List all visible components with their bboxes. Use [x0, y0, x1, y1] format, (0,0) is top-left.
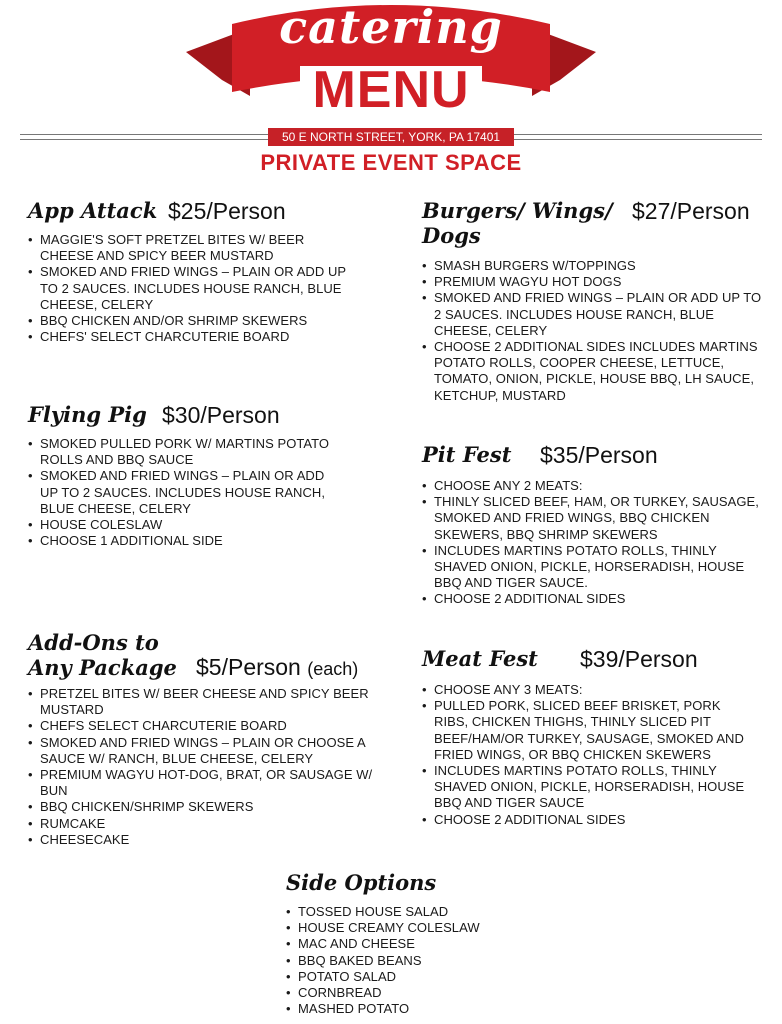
- section-pit-fest: [422, 442, 767, 608]
- list-item: • SMOKED AND FRIED WINGS – PLAIN OR ADD UP TO 2 SAUCES. INCLUDES HOUSE RANCH, BLUE CHEESE, CELERY: [28, 468, 338, 517]
- list-item: • CHEFS SELECT CHARCUTERIE BOARD: [28, 718, 373, 734]
- list-item: • SMOKED AND FRIED WINGS – PLAIN OR ADD UP TO 2 SAUCES. INCLUDES HOUSE RANCH, BLUE CHEESE, CELERY: [28, 264, 348, 313]
- list-item: • CHOOSE 1 ADDITIONAL SIDE: [28, 533, 338, 549]
- price-suffix: (each): [307, 659, 359, 679]
- section-flying-pig: [28, 402, 338, 549]
- list-item: • PREMIUM WAGYU HOT-DOG, BRAT, OR SAUSAGE W/ BUN: [28, 767, 373, 799]
- list-item: • MASHED POTATO: [286, 1001, 526, 1017]
- list-item: • CHOOSE 2 ADDITIONAL SIDES: [422, 812, 747, 828]
- price-value: $5/Person: [196, 654, 301, 680]
- item-list: [28, 686, 373, 848]
- divider-right-1: [514, 134, 762, 135]
- catering-script-title: catering: [279, 0, 503, 54]
- section-title: App Attack: [28, 198, 158, 223]
- section-title: Meat Fest: [422, 646, 538, 671]
- section-burgers-wings-dogs: [422, 198, 767, 404]
- list-item: • BBQ CHICKEN AND/OR SHRIMP SKEWERS: [28, 313, 348, 329]
- list-item: • THINLY SLICED BEEF, HAM, OR TURKEY, SAUSAGE, SMOKED AND FRIED WINGS, BBQ CHICKEN SKEWERS, BBQ SHRIMP SKEWERS: [422, 494, 767, 543]
- list-item: • CHOOSE 2 ADDITIONAL SIDES INCLUDES MARTINS POTATO ROLLS, COOPER CHEESE, LETTUCE, TOMATO, ONION, PICKLE, HOUSE BBQ, LH SAUCE, KETCHUP, MUSTARD: [422, 339, 767, 404]
- list-item: • CHOOSE ANY 3 MEATS:: [422, 682, 747, 698]
- list-item: • CHOOSE 2 ADDITIONAL SIDES: [422, 591, 767, 607]
- header-banner: [0, 0, 782, 180]
- list-item: • PRETZEL BITES W/ BEER CHEESE AND SPICY BEER MUSTARD: [28, 686, 373, 718]
- list-item: • PULLED PORK, SLICED BEEF BRISKET, PORK RIBS, CHICKEN THIGHS, THINLY SLICED PIT BEEF/HAM/OR TURKEY, SAUSAGE, SMOKED AND FRIED WINGS, OR BBQ CHICKEN SKEWERS: [422, 698, 747, 763]
- list-item: • MAGGIE'S SOFT PRETZEL BITES W/ BEER CHEESE AND SPICY BEER MUSTARD: [28, 232, 348, 264]
- page-subtitle: PRIVATE EVENT SPACE: [260, 150, 522, 175]
- list-item: • MAC AND CHEESE: [286, 936, 526, 952]
- section-title: Side Options: [286, 870, 437, 895]
- list-item: • RUMCAKE: [28, 816, 373, 832]
- list-item: • BBQ CHICKEN/SHRIMP SKEWERS: [28, 799, 373, 815]
- section-side-options: [286, 870, 526, 1017]
- list-item: • POTATO SALAD: [286, 969, 526, 985]
- list-item: • HOUSE CREAMY COLESLAW: [286, 920, 526, 936]
- section-price: $27/Person: [632, 198, 750, 224]
- list-item: • SMOKED AND FRIED WINGS – PLAIN OR CHOOSE A SAUCE W/ RANCH, BLUE CHEESE, CELERY: [28, 735, 373, 767]
- divider-left-1: [20, 134, 268, 135]
- section-price: [196, 654, 358, 681]
- item-list: [422, 478, 767, 608]
- list-item: • CORNBREAD: [286, 985, 526, 1001]
- section-title: Pit Fest: [422, 442, 512, 467]
- list-item: • SMASH BURGERS W/TOPPINGS: [422, 258, 767, 274]
- list-item: • CHOOSE ANY 2 MEATS:: [422, 478, 767, 494]
- list-item: • SMOKED AND FRIED WINGS – PLAIN OR ADD UP TO 2 SAUCES. INCLUDES HOUSE RANCH, BLUE CHEESE, CELERY: [422, 290, 767, 339]
- item-list: [422, 682, 747, 828]
- divider-right-2: [514, 139, 762, 140]
- list-item: • INCLUDES MARTINS POTATO ROLLS, THINLY SHAVED ONION, PICKLE, HORSERADISH, HOUSE BBQ AND TIGER SAUCE: [422, 763, 747, 812]
- section-price: $25/Person: [168, 198, 286, 224]
- menu-title: MENU: [312, 61, 470, 119]
- list-item: • SMOKED PULLED PORK W/ MARTINS POTATO ROLLS AND BBQ SAUCE: [28, 436, 338, 468]
- section-meat-fest: [422, 646, 747, 828]
- divider-left-2: [20, 139, 268, 140]
- section-title: Flying Pig: [28, 402, 147, 427]
- section-title-line2: Any Package: [28, 655, 177, 680]
- list-item: • CHEFS' SELECT CHARCUTERIE BOARD: [28, 329, 348, 345]
- section-price: $35/Person: [540, 442, 658, 468]
- section-add-ons: [28, 630, 373, 848]
- list-item: • CHEESECAKE: [28, 832, 373, 848]
- list-item: • TOSSED HOUSE SALAD: [286, 904, 526, 920]
- section-app-attack: [28, 198, 348, 345]
- item-list: [28, 232, 348, 345]
- address-bar: 50 E NORTH STREET, YORK, PA 17401: [268, 128, 514, 146]
- section-title-line1: Add-Ons to: [28, 630, 159, 655]
- item-list: [286, 904, 526, 1017]
- list-item: • PREMIUM WAGYU HOT DOGS: [422, 274, 767, 290]
- item-list: [28, 436, 338, 549]
- item-list: [422, 258, 767, 404]
- list-item: • INCLUDES MARTINS POTATO ROLLS, THINLY SHAVED ONION, PICKLE, HORSERADISH, HOUSE BBQ AND TIGER SAUCE.: [422, 543, 767, 592]
- section-price: $39/Person: [580, 646, 698, 672]
- list-item: • HOUSE COLESLAW: [28, 517, 338, 533]
- section-title: Burgers/ Wings/ Dogs: [422, 198, 613, 248]
- list-item: • BBQ BAKED BEANS: [286, 953, 526, 969]
- section-price: $30/Person: [162, 402, 280, 428]
